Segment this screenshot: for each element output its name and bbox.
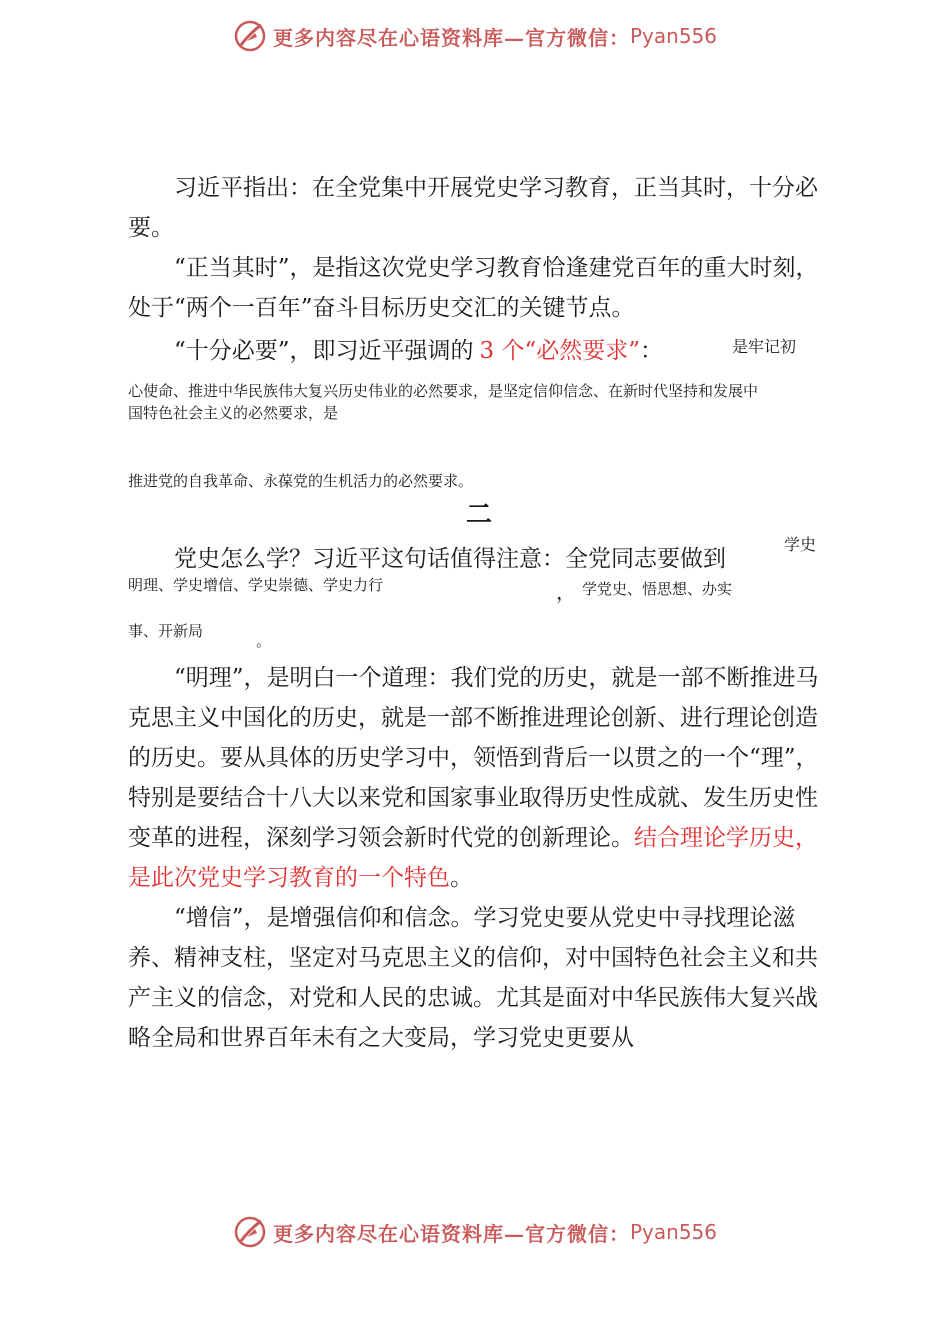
banner-wechat-id: Pyan556 (629, 1220, 717, 1244)
paragraph-4-period: 。 (256, 632, 272, 650)
paragraph-4-small-a: 学史 (784, 535, 817, 554)
paragraph-3-lead: “十分必要”，即习近平强调的 (174, 338, 474, 364)
paragraph-5-highlight: 结合理论学历史，是此次党史学习教育的一个特色 (128, 825, 818, 891)
paragraph-5-text: “明理”，是明白一个道理：我们党的历史，就是一部不断推进马克思主义中国化的历史，就是一部不断推进理论创新、进行理论创造的历史。要从具体的历史学习中，领悟到背后一以贯之的一个“理”，特别是要结合十八大以来党和国家事业取得历史性成就、发生历史性变革的进程，深刻学习领会新时代党的创新理论。 (128, 665, 819, 851)
banner-text: 更多内容尽在心语资料库—官方微信： (272, 1221, 630, 1246)
paragraph-5 (128, 658, 828, 898)
banner-text: 更多内容尽在心语资料库—官方微信： (272, 25, 630, 50)
paragraph-3-small-line-1: 心使命、推进中华民族伟大复兴历史伟业的必然要求，是坚定信仰信念、在新时代坚持和发展中 (128, 382, 759, 400)
paragraph-4-comma: ， (556, 580, 576, 604)
logo-icon (233, 1215, 267, 1249)
paragraph-4-lead: 党史怎么学？习近平这句话值得注意：全党同志要做到 (174, 546, 726, 572)
paragraph-3-colon: ： (640, 338, 663, 364)
logo-icon (233, 19, 267, 53)
header-banner (0, 14, 950, 58)
paragraph-4-small-b: 明理、学史增信、学史崇德、学史力行 (128, 576, 384, 594)
paragraph-3-line (174, 332, 663, 365)
paragraph-4-small-d: 事、开新局 (128, 622, 204, 640)
paragraph-3-tail: 是牢记初 (732, 337, 797, 356)
paragraph-2: “正当其时”，是指这次党史学习教育恰逢建党百年的重大时刻，处于“两个一百年”奋斗目标历史交汇的关键节点。 (128, 255, 819, 321)
paragraph-3-small-line-2: 国特色社会主义的必然要求，是 (128, 404, 339, 422)
paragraph-6: “增信”，是增强信仰和信念。学习党史要从党史中寻找理论滋养、精神支柱，坚定对马克思主义的信仰，对中国特色社会主义和共产主义的信念，对党和人民的忠诚。尤其是面对中华民族伟大复兴战略全局和世界百年未有之大变局，学习党史更要从 (128, 905, 818, 1051)
paragraph-1: 习近平指出：在全党集中开展党史学习教育，正当其时，十分必要。 (128, 175, 818, 241)
paragraph-5-end: 。 (450, 865, 473, 891)
banner-wechat-id: Pyan556 (629, 24, 717, 48)
section-number: 二 (466, 500, 493, 530)
paragraph-4-small-c: 学党史、悟思想、办实 (582, 580, 733, 598)
paragraph-3-small-line-3: 推进党的自我革命、永葆党的生机活力的必然要求。 (128, 472, 474, 490)
paragraph-3-highlight: 3 个“必然要求” (479, 338, 640, 364)
footer-banner (0, 1210, 950, 1254)
